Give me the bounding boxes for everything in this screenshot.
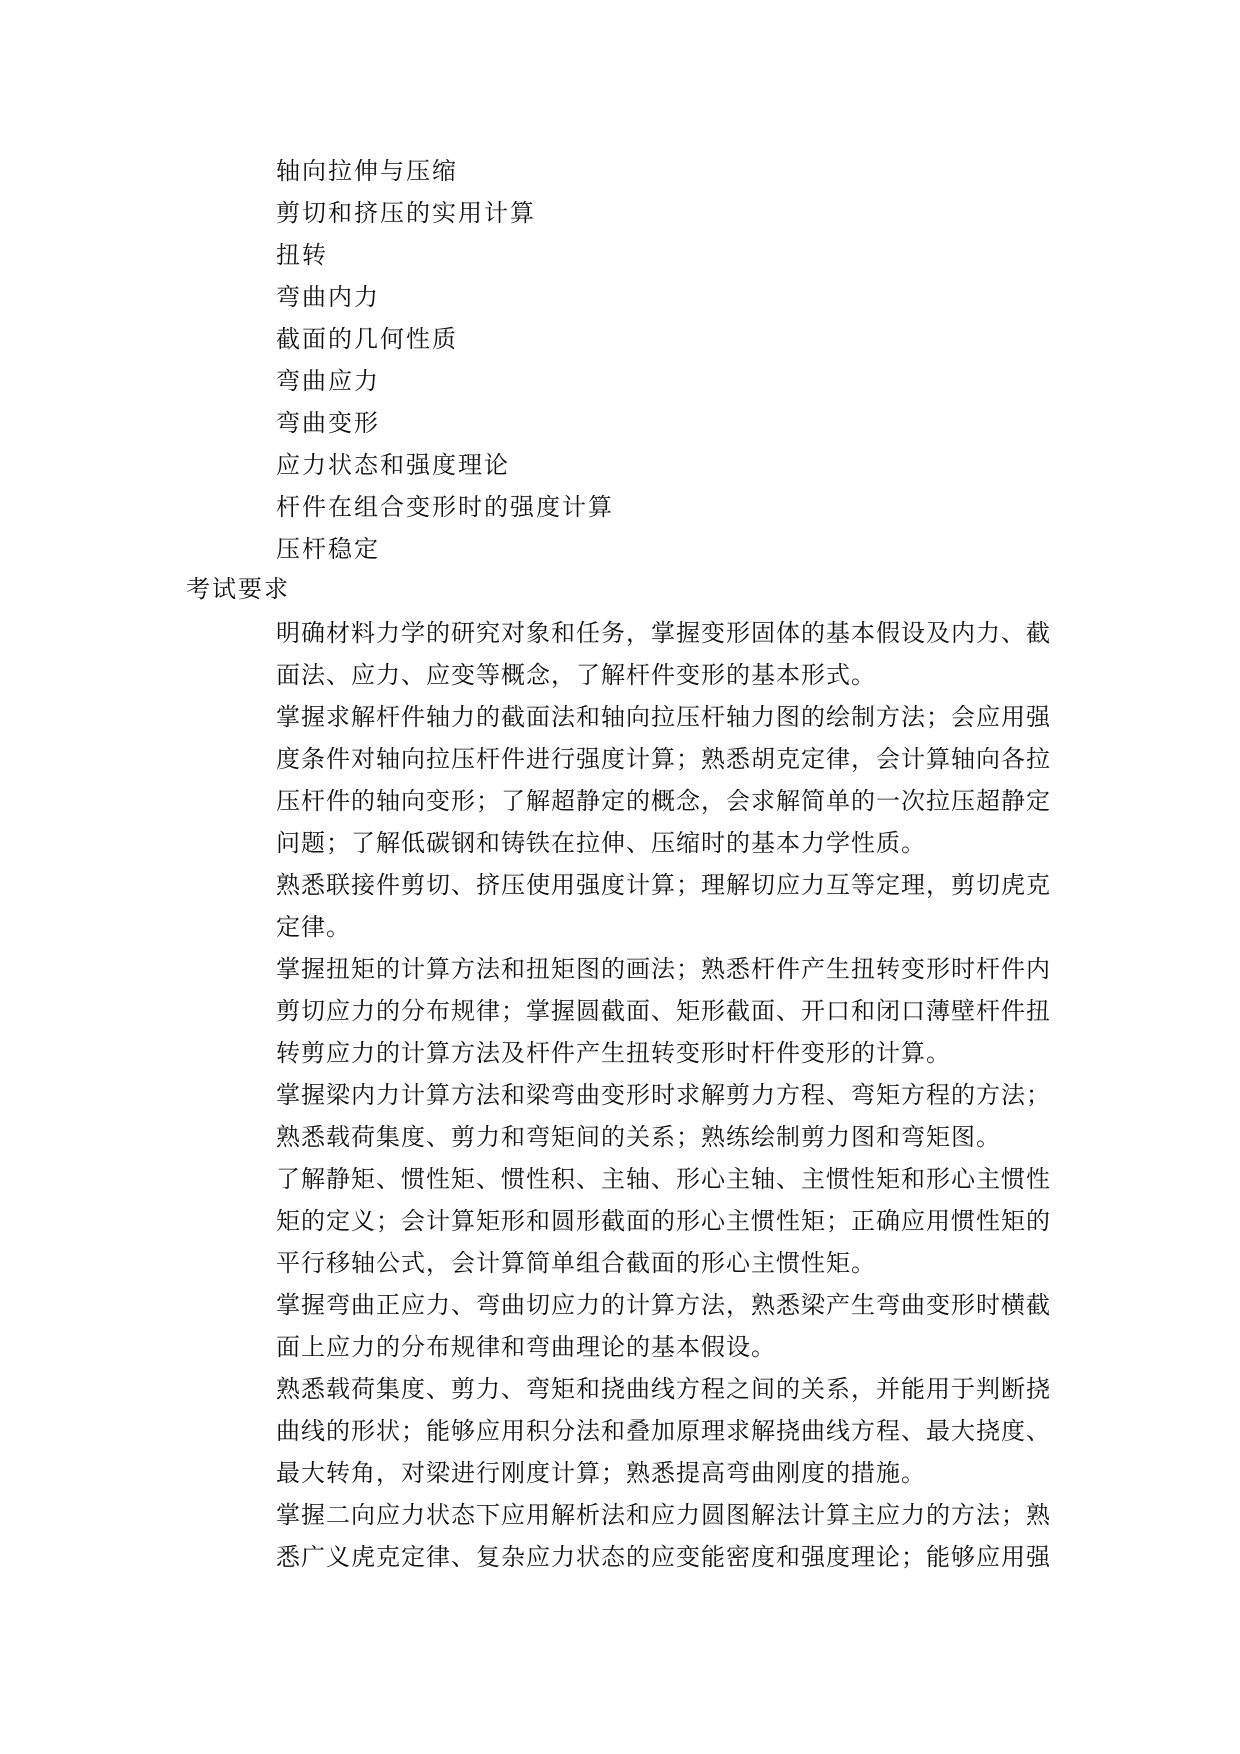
paragraph-line: 度条件对轴向拉压杆件进行强度计算；熟悉胡克定律，会计算轴向各拉 [276,745,1051,773]
requirement-paragraph [276,1494,1056,1578]
topic-item: 弯曲变形 [276,409,380,437]
topic-item: 截面的几何性质 [276,325,458,353]
requirement-paragraph [276,1158,1056,1284]
paragraph-line: 掌握二向应力状态下应用解析法和应力圆图解法计算主应力的方法；熟 [276,1501,1051,1529]
paragraph-line: 熟悉载荷集度、剪力、弯矩和挠曲线方程之间的关系，并能用于判断挠 [276,1375,1051,1403]
topic-item: 扭转 [276,241,328,269]
paragraph-line: 最大转角，对梁进行刚度计算；熟悉提高弯曲刚度的措施。 [276,1459,926,1487]
topic-item: 杆件在组合变形时的强度计算 [276,493,614,521]
paragraph-line: 掌握梁内力计算方法和梁弯曲变形时求解剪力方程、弯矩方程的方法； [276,1081,1051,1109]
paragraph-line: 面法、应力、应变等概念，了解杆件变形的基本形式。 [276,661,876,689]
paragraph-line: 掌握扭矩的计算方法和扭矩图的画法；熟悉杆件产生扭转变形时杆件内 [276,955,1051,983]
requirement-paragraph [276,1074,1056,1158]
topic-list [276,150,614,570]
paragraph-line: 定律。 [276,913,351,941]
topic-item: 弯曲内力 [276,283,380,311]
requirements-body [276,612,1056,1578]
paragraph-line: 明确材料力学的研究对象和任务，掌握变形固体的基本假设及内力、截 [276,619,1051,647]
paragraph-line: 曲线的形状；能够应用积分法和叠加原理求解挠曲线方程、最大挠度、 [276,1417,1051,1445]
paragraph-line: 平行移轴公式，会计算简单组合截面的形心主惯性矩。 [276,1249,876,1277]
paragraph-line: 悉广义虎克定律、复杂应力状态的应变能密度和强度理论；能够应用强 [276,1543,1051,1571]
paragraph-line: 矩的定义；会计算矩形和圆形截面的形心主惯性矩；正确应用惯性矩的 [276,1207,1051,1235]
paragraph-line: 熟悉载荷集度、剪力和弯矩间的关系；熟练绘制剪力图和弯矩图。 [276,1123,1001,1151]
section-heading-exam-requirements: 考试要求 [186,575,290,603]
topic-item: 剪切和挤压的实用计算 [276,199,536,227]
paragraph-line: 剪切应力的分布规律；掌握圆截面、矩形截面、开口和闭口薄壁杆件扭 [276,997,1051,1025]
requirement-paragraph [276,612,1056,696]
paragraph-line: 熟悉联接件剪切、挤压使用强度计算；理解切应力互等定理，剪切虎克 [276,871,1051,899]
paragraph-line: 面上应力的分布规律和弯曲理论的基本假设。 [276,1333,776,1361]
requirement-paragraph [276,864,1056,948]
paragraph-line: 掌握求解杆件轴力的截面法和轴向拉压杆轴力图的绘制方法；会应用强 [276,703,1051,731]
paragraph-line: 压杆件的轴向变形；了解超静定的概念，会求解简单的一次拉压超静定 [276,787,1051,815]
topic-item: 轴向拉伸与压缩 [276,157,458,185]
paragraph-line: 掌握弯曲正应力、弯曲切应力的计算方法，熟悉梁产生弯曲变形时横截 [276,1291,1051,1319]
requirement-paragraph [276,1284,1056,1368]
requirement-paragraph [276,948,1056,1074]
topic-item: 压杆稳定 [276,535,380,563]
paragraph-line: 问题；了解低碳钢和铸铁在拉伸、压缩时的基本力学性质。 [276,829,926,857]
topic-item: 弯曲应力 [276,367,380,395]
requirement-paragraph [276,1368,1056,1494]
paragraph-line: 转剪应力的计算方法及杆件产生扭转变形时杆件变形的计算。 [276,1039,951,1067]
paragraph-line: 了解静矩、惯性矩、惯性积、主轴、形心主轴、主惯性矩和形心主惯性 [276,1165,1051,1193]
topic-item: 应力状态和强度理论 [276,451,510,479]
requirement-paragraph [276,696,1056,864]
